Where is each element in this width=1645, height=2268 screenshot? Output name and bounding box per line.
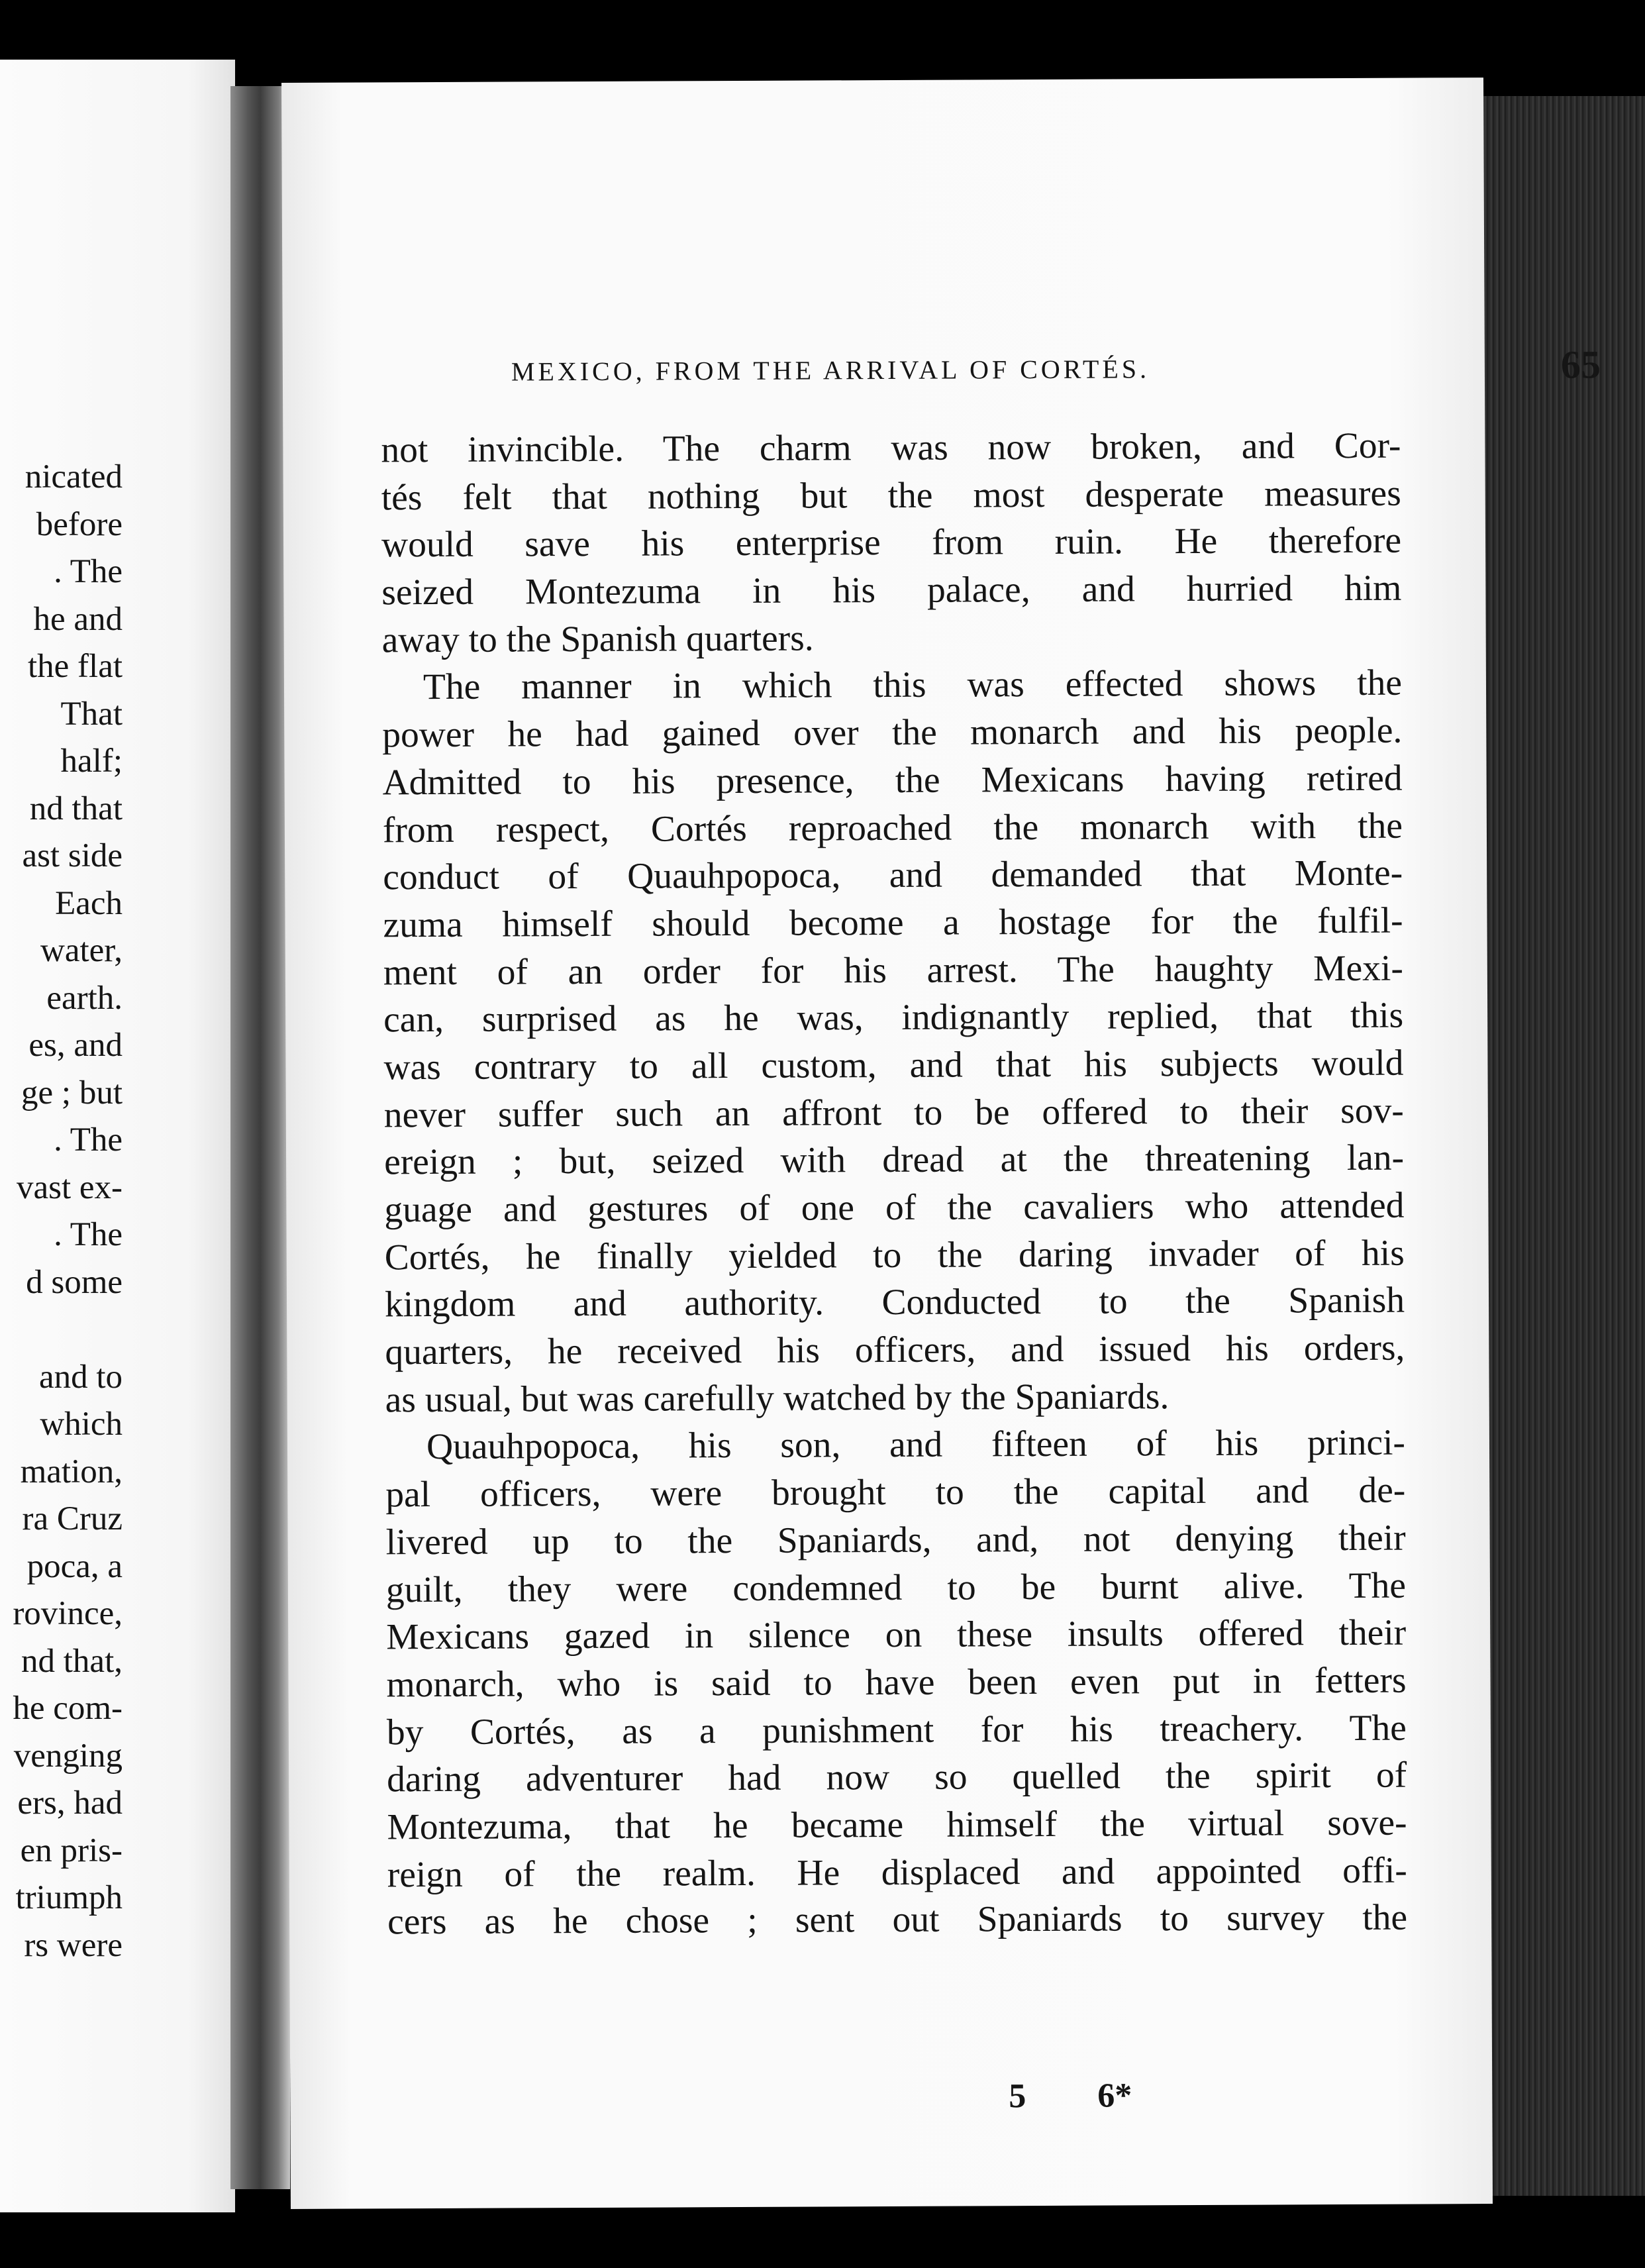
- left-page-line: ra Cruz: [22, 1500, 123, 1537]
- text-line: away to the Spanish quarters.: [381, 618, 814, 661]
- text-line: power he had gained over the monarch and his people.: [382, 710, 1403, 756]
- text-line: from respect, Cortés reproached the monarch with the: [382, 805, 1403, 850]
- left-page-line: half;: [60, 743, 123, 780]
- book-gutter: [230, 86, 290, 2189]
- text-line: can, surprised as he was, indignantly replied, that this: [383, 995, 1404, 1041]
- left-page-line: rs were: [24, 1926, 123, 1964]
- left-page-line: he com-: [13, 1690, 123, 1727]
- left-page-line: earth.: [46, 979, 123, 1017]
- text-line: Montezuma, that he became himself the virtual sove-: [387, 1802, 1407, 1848]
- left-page-line: ers, had: [17, 1784, 123, 1822]
- left-page-line: Each: [55, 884, 123, 922]
- left-page-line: That: [60, 695, 123, 733]
- text-line: seized Montezuma in his palace, and hurried him: [381, 568, 1402, 613]
- left-page-line: es, and: [28, 1027, 123, 1064]
- left-page-line: poca, a: [26, 1547, 123, 1585]
- left-page-line: d some: [26, 1263, 123, 1301]
- text-line: guage and gestures of one of the cavaliers who attended: [384, 1185, 1405, 1231]
- left-page-line: . The: [54, 553, 123, 590]
- text-line: never suffer such an affront to be offered to their sov-: [383, 1090, 1404, 1135]
- text-line: not invincible. The charm was now broken, and Cor-: [381, 425, 1401, 471]
- left-page-line: nicated: [25, 458, 123, 495]
- text-line: by Cortés, as a punishment for his treachery. The: [386, 1708, 1407, 1753]
- text-line: conduct of Quauhpopoca, and demanded that Monte-: [383, 852, 1403, 898]
- left-page-line: water,: [40, 932, 123, 969]
- left-page-line: before: [36, 505, 123, 543]
- text-line: Mexicans gazed in silence on these insults offered their: [386, 1612, 1407, 1658]
- signature-mark: 6*: [1097, 2077, 1132, 2115]
- left-page-line: the flat: [27, 648, 123, 685]
- text-line: livered up to the Spaniards, and, not denying their: [385, 1518, 1406, 1563]
- text-line: Cortés, he finally yielded to the daring invader of his: [384, 1233, 1405, 1278]
- text-line: zuma himself should become a hostage for the fulfil-: [383, 900, 1403, 946]
- page-edges: [1483, 96, 1645, 2196]
- page-number: 65: [1560, 342, 1601, 387]
- left-page-line: nd that,: [21, 1642, 123, 1680]
- left-page-line: vast ex-: [16, 1168, 123, 1206]
- running-head-title: MEXICO, FROM THE ARRIVAL OF CORTÉS.: [511, 354, 1150, 387]
- left-page-line: en pris-: [20, 1831, 123, 1869]
- text-line: daring adventurer had now so quelled the spirit of: [387, 1755, 1407, 1800]
- text-line: would save his enterprise from ruin. He therefore: [381, 521, 1402, 566]
- left-page-line: triumph: [15, 1879, 123, 1916]
- text-line: pal officers, were brought to the capital and de-: [385, 1470, 1406, 1516]
- left-page-line: rovince,: [13, 1595, 123, 1632]
- text-line: cers as he chose ; sent out Spaniards to survey the: [387, 1897, 1408, 1943]
- text-line: Admitted to his presence, the Mexicans having retired: [382, 758, 1403, 803]
- left-page: [0, 60, 235, 2212]
- left-page-text: [13, 454, 123, 1969]
- left-page-line: ge ; but: [21, 1074, 123, 1111]
- left-page-line: and to: [38, 1358, 123, 1396]
- text-line: quarters, he received his officers, and issued his orders,: [385, 1327, 1405, 1373]
- text-line: as usual, but was carefully watched by the Spaniards.: [385, 1376, 1170, 1421]
- left-page-line: ast side: [22, 837, 123, 874]
- text-line: Quauhpopoca, his son, and fifteen of his princi-: [426, 1423, 1406, 1468]
- left-page-line: . The: [54, 1121, 123, 1159]
- text-line: tés felt that nothing but the most desperate measures: [381, 473, 1401, 519]
- left-page-line: he and: [33, 600, 123, 638]
- page-footer: [1009, 2076, 1203, 2116]
- text-line: was contrary to all custom, and that his subjects would: [383, 1043, 1404, 1088]
- text-line: ereign ; but, seized with dread at the threatening lan-: [383, 1137, 1405, 1183]
- text-line: reign of the realm. He displaced and appointed offi-: [387, 1850, 1407, 1895]
- left-page-line: which: [40, 1406, 123, 1443]
- left-page-line: venging: [13, 1737, 123, 1775]
- left-page-line: [13, 1306, 123, 1354]
- text-line: kingdom and authority. Conducted to the Spanish: [384, 1280, 1405, 1325]
- left-page-line: mation,: [20, 1453, 123, 1490]
- right-page: [281, 77, 1601, 2209]
- left-page-line: . The: [54, 1216, 123, 1253]
- text-line: monarch, who is said to have been even put in fetters: [386, 1660, 1407, 1706]
- body-text: [381, 423, 1407, 1947]
- text-line: ment of an order for his arrest. The haughty Mexi-: [383, 948, 1403, 993]
- running-head: [511, 342, 1601, 399]
- text-line: The manner in which this was effected shows the: [423, 663, 1403, 708]
- signature-number: 5: [1009, 2077, 1026, 2116]
- left-page-line: nd that: [29, 790, 123, 827]
- text-line: guilt, they were condemned to be burnt alive. The: [385, 1565, 1407, 1610]
